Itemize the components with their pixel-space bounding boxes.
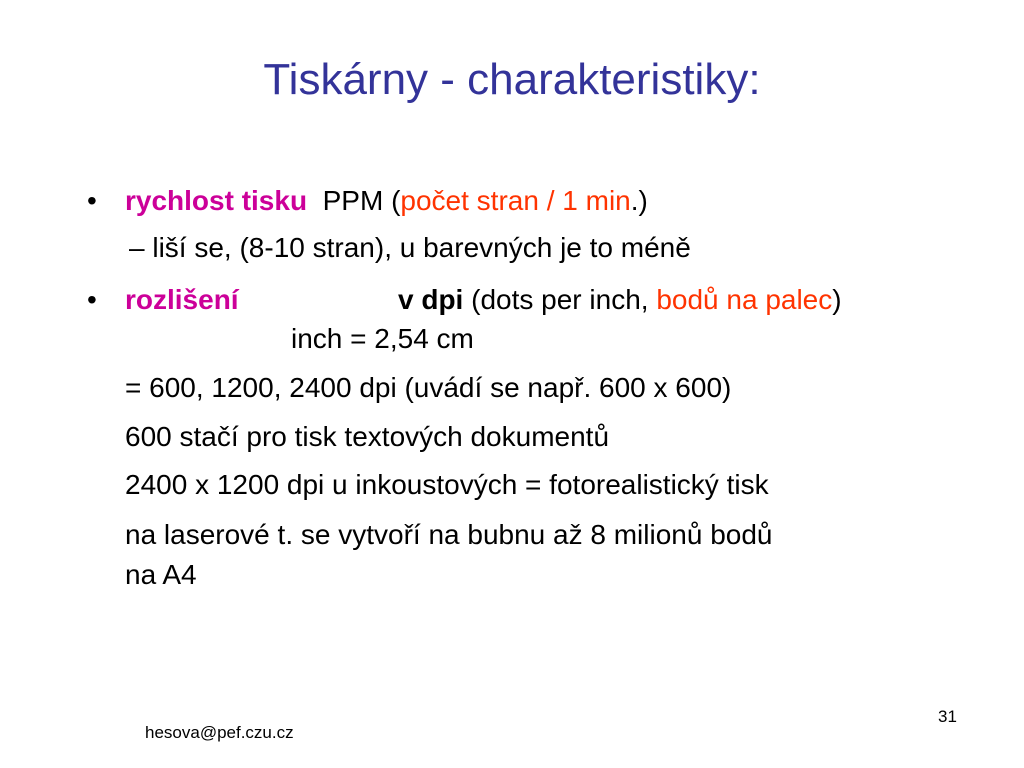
bullet-2-highlight: bodů na palec (656, 284, 833, 315)
resolution-values: = 600, 1200, 2400 dpi (uvádí se např. 600 x 600) (125, 372, 732, 403)
bullet-2-unit: v dpi (398, 284, 464, 315)
bullet-1-text-before: PPM ( (322, 185, 401, 216)
bullet-1-keyword: rychlost tisku (125, 185, 308, 216)
bullet-2-line (398, 283, 842, 317)
inkjet-note: 2400 x 1200 dpi u inkoustových = fotorealistický tisk (125, 469, 769, 500)
bullet-1-highlight: počet stran / 1 min (400, 185, 631, 216)
bullet-1-subitem: – liší se, (8-10 stran), u barevných je to méně (129, 232, 691, 263)
bullet-2-keyword: rozlišení (125, 284, 239, 315)
inch-conversion: inch = 2,54 cm (291, 323, 474, 354)
bullet-1-text-after: .) (630, 185, 648, 216)
laser-note-continued: na A4 (125, 559, 197, 590)
laser-note: na laserové t. se vytvoří na bubnu až 8 milionů bodů (125, 519, 773, 550)
bullet-1-glyph: • (87, 185, 97, 216)
bullet-2-text-before: (dots per inch, (463, 284, 657, 315)
page-number: 31 (938, 707, 957, 726)
bullet-1-line (125, 184, 648, 218)
bullet-2-text-after: ) (832, 284, 842, 315)
footer-email: hesova@pef.czu.cz (145, 723, 294, 742)
bullet-2-glyph: • (87, 284, 97, 315)
text-documents-note: 600 stačí pro tisk textových dokumentů (125, 421, 610, 452)
slide-title: Tiskárny - charakteristiky: (263, 55, 761, 104)
